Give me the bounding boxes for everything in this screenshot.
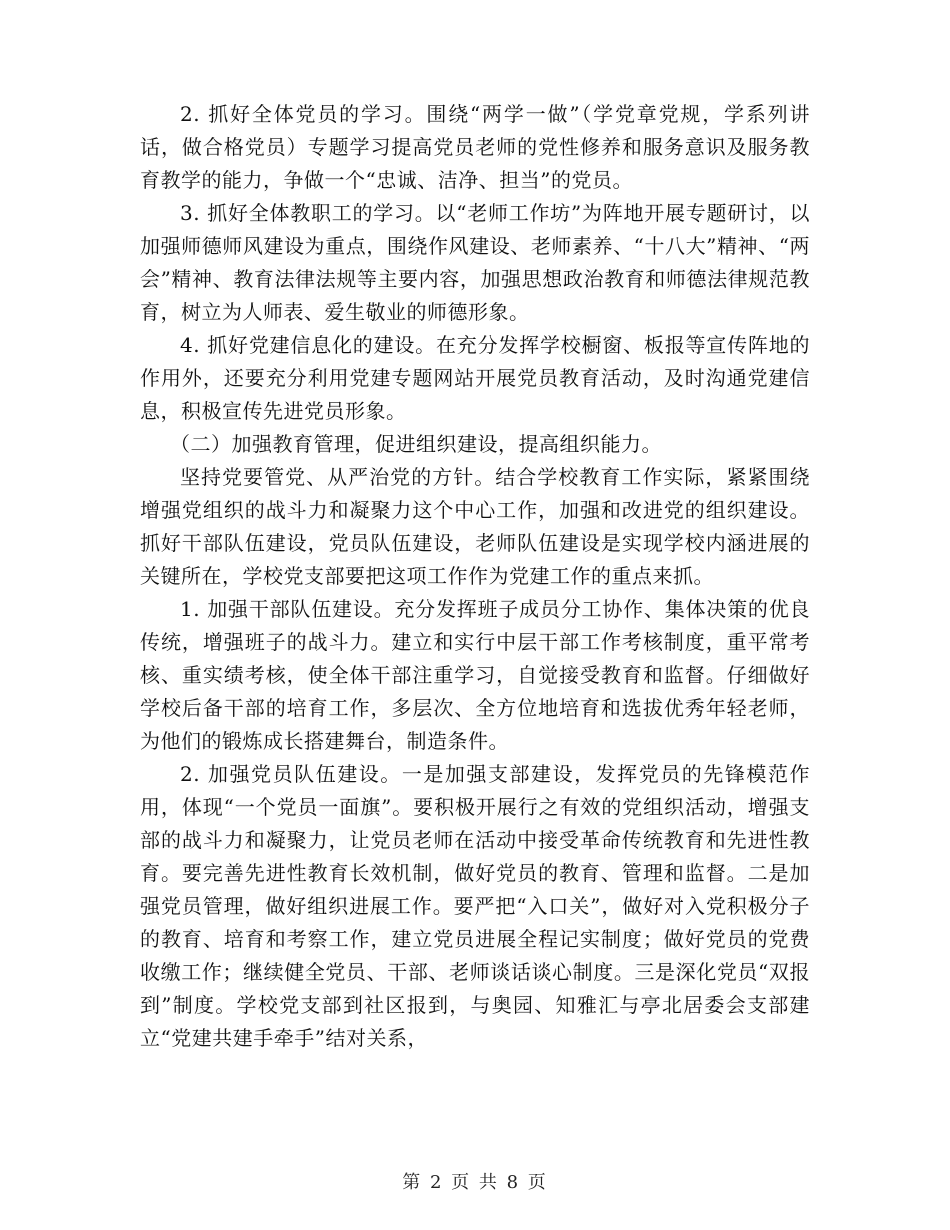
paragraph-study-staff: 3. 抓好全体教职工的学习。以“老师工作坊”为阵地开展专题研讨，以加强师德师风建设为重点，围绕作风建设、老师素养、“十八大”精神、“两会”精神、教育法律法规等主要内容，加强思想政治教育和师德法律规范教育，树立为人师表、爱生敬业的师德形象。	[140, 201, 810, 324]
paragraph-party-member-team: 2. 加强党员队伍建设。一是加强支部建设，发挥党员的先锋模范作用，体现“一个党员一面旗”。要积极开展行之有效的党组织活动，增强支部的战斗力和凝聚力，让党员老师在活动中接受革命传统教育和先进性教育。要完善先进性教育长效机制，做好党员的教育、管理和监督。二是加强党员管理，做好组织进展工作。要严把“入口关”，做好对入党积极分子的教育、培育和考察工作，建立党员进展全程记实制度；做好党员的党费收缴工作；继续健全党员、干部、老师谈话谈心制度。三是深化党员“双报到”制度。学校党支部到社区报到，与奥园、知雅汇与亭北居委会支部建立“党建共建手牵手”结对关系，	[140, 762, 810, 1050]
paragraph-cadre-team: 1. 加强干部队伍建设。充分发挥班子成员分工协作、集体决策的优良传统，增强班子的战斗力。建立和实行中层干部工作考核制度，重平常考核、重实绩考核，使全体干部注重学习，自觉接受教育和监督。仔细做好学校后备干部的培育工作，多层次、全方位地培育和选拔优秀年轻老师，为他们的锻炼成长搭建舞台，制造条件。	[140, 597, 810, 753]
page-footer: 第 2 页 共 8 页	[402, 1172, 548, 1193]
paragraph-informatization: 4. 抓好党建信息化的建设。在充分发挥学校橱窗、板报等宣传阵地的作用外，还要充分利用党建专题网站开展党员教育活动，及时沟通党建信息，积极宣传先进党员形象。	[140, 333, 810, 423]
document-body	[140, 98, 810, 1055]
section-heading-education-management: （二）加强教育管理，促进组织建设，提高组织能力。	[170, 432, 662, 456]
paragraph-study-party-members: 2. 抓好全体党员的学习。围绕“两学一做”（学党章党规，学系列讲话，做合格党员）专题学习提高党员老师的党性修养和服务意识及服务教育教学的能力，争做一个“忠诚、洁净、担当”的党员。	[140, 102, 810, 192]
paragraph-party-principle: 坚持党要管党、从严治党的方针。结合学校教育工作实际，紧紧围绕增强党组织的战斗力和凝聚力这个中心工作，加强和改进党的组织建设。抓好干部队伍建设，党员队伍建设，老师队伍建设是实现学校内涵进展的关键所在，学校党支部要把这项工作作为党建工作的重点来抓。	[140, 465, 810, 588]
